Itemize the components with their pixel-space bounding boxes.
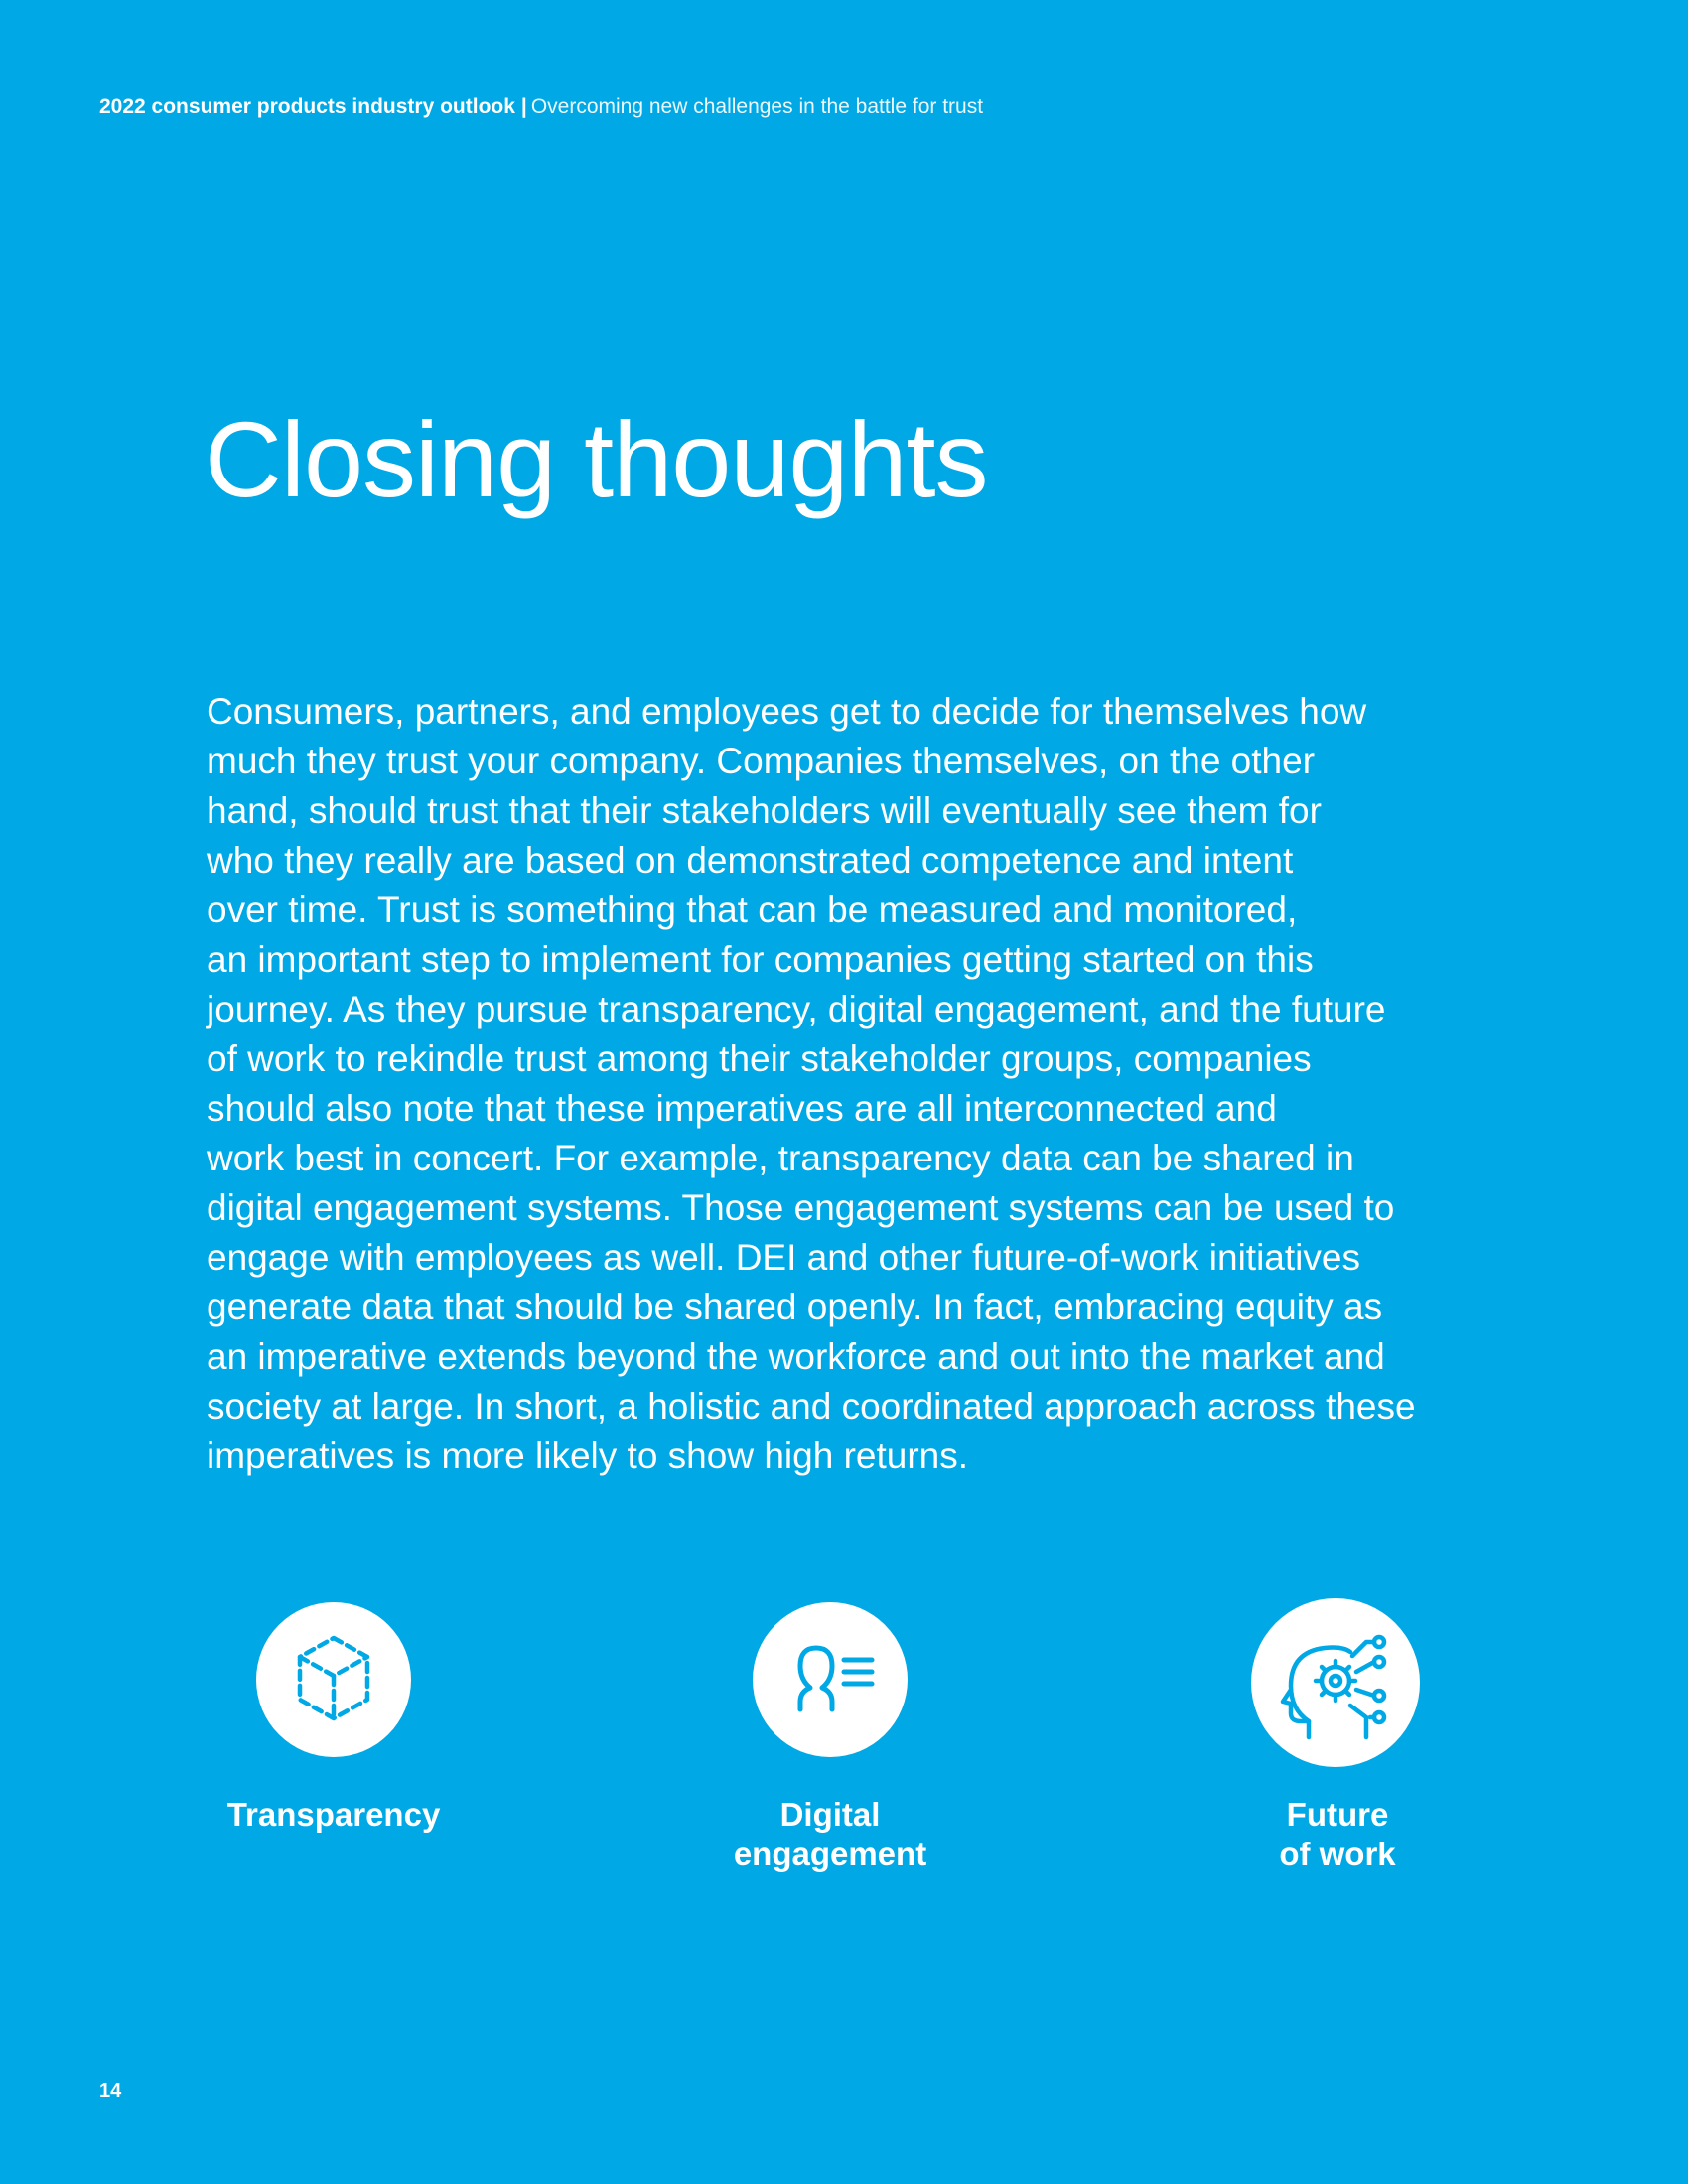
body-line: engage with employees as well. DEI and other future-of-work initiatives [207, 1237, 1360, 1278]
body-line: an imperative extends beyond the workforce and out into the market and [207, 1336, 1385, 1377]
running-header [99, 93, 983, 121]
label-line: Transparency [226, 1796, 441, 1833]
head-gear-circuit-icon [1251, 1598, 1420, 1767]
page-title: Closing thoughts [205, 399, 988, 519]
body-line: digital engagement systems. Those engagement systems can be used to [207, 1187, 1395, 1228]
imperative-transparency [175, 1602, 492, 1880]
body-line: who they really are based on demonstrated competence and intent [207, 840, 1294, 881]
transparency-label [175, 1795, 492, 1835]
future-of-work-icon-circle [1251, 1598, 1420, 1767]
cube-icon [256, 1602, 411, 1757]
page-number: 14 [99, 2080, 122, 2102]
body-line: Consumers, partners, and employees get to decide for themselves how [207, 691, 1367, 732]
imperative-future-of-work [1179, 1598, 1496, 1880]
future-of-work-label [1179, 1795, 1496, 1874]
header-separator: | [520, 95, 527, 118]
imperative-digital-engagement [671, 1602, 989, 1880]
document-title: 2022 consumer products industry outlook [99, 95, 515, 118]
body-line: over time. Trust is something that can be measured and monitored, [207, 889, 1298, 930]
body-line: society at large. In short, a holistic and coordinated approach across these [207, 1386, 1416, 1427]
body-paragraph [207, 687, 1497, 1481]
digital-engagement-label [671, 1795, 989, 1874]
body-line: an important step to implement for companies getting started on this [207, 939, 1314, 980]
body-line: hand, should trust that their stakeholders will eventually see them for [207, 790, 1322, 831]
person-list-icon [753, 1602, 908, 1757]
document-subtitle: Overcoming new challenges in the battle for trust [530, 95, 984, 118]
label-line: of work [1279, 1836, 1396, 1872]
digital-engagement-icon-circle [753, 1602, 908, 1757]
body-line: imperatives is more likely to show high returns. [207, 1435, 969, 1476]
label-line: engagement [733, 1836, 927, 1872]
body-line: much they trust your company. Companies themselves, on the other [207, 741, 1316, 781]
body-line: work best in concert. For example, transparency data can be shared in [207, 1138, 1354, 1178]
body-line: should also note that these imperatives are all interconnected and [207, 1088, 1277, 1129]
label-line: Digital [779, 1796, 881, 1833]
body-line: journey. As they pursue transparency, digital engagement, and the future [207, 989, 1386, 1029]
label-line: Future [1286, 1796, 1389, 1833]
body-line: of work to rekindle trust among their stakeholder groups, companies [207, 1038, 1312, 1079]
body-line: generate data that should be shared openly. In fact, embracing equity as [207, 1287, 1383, 1327]
transparency-icon-circle [256, 1602, 411, 1757]
